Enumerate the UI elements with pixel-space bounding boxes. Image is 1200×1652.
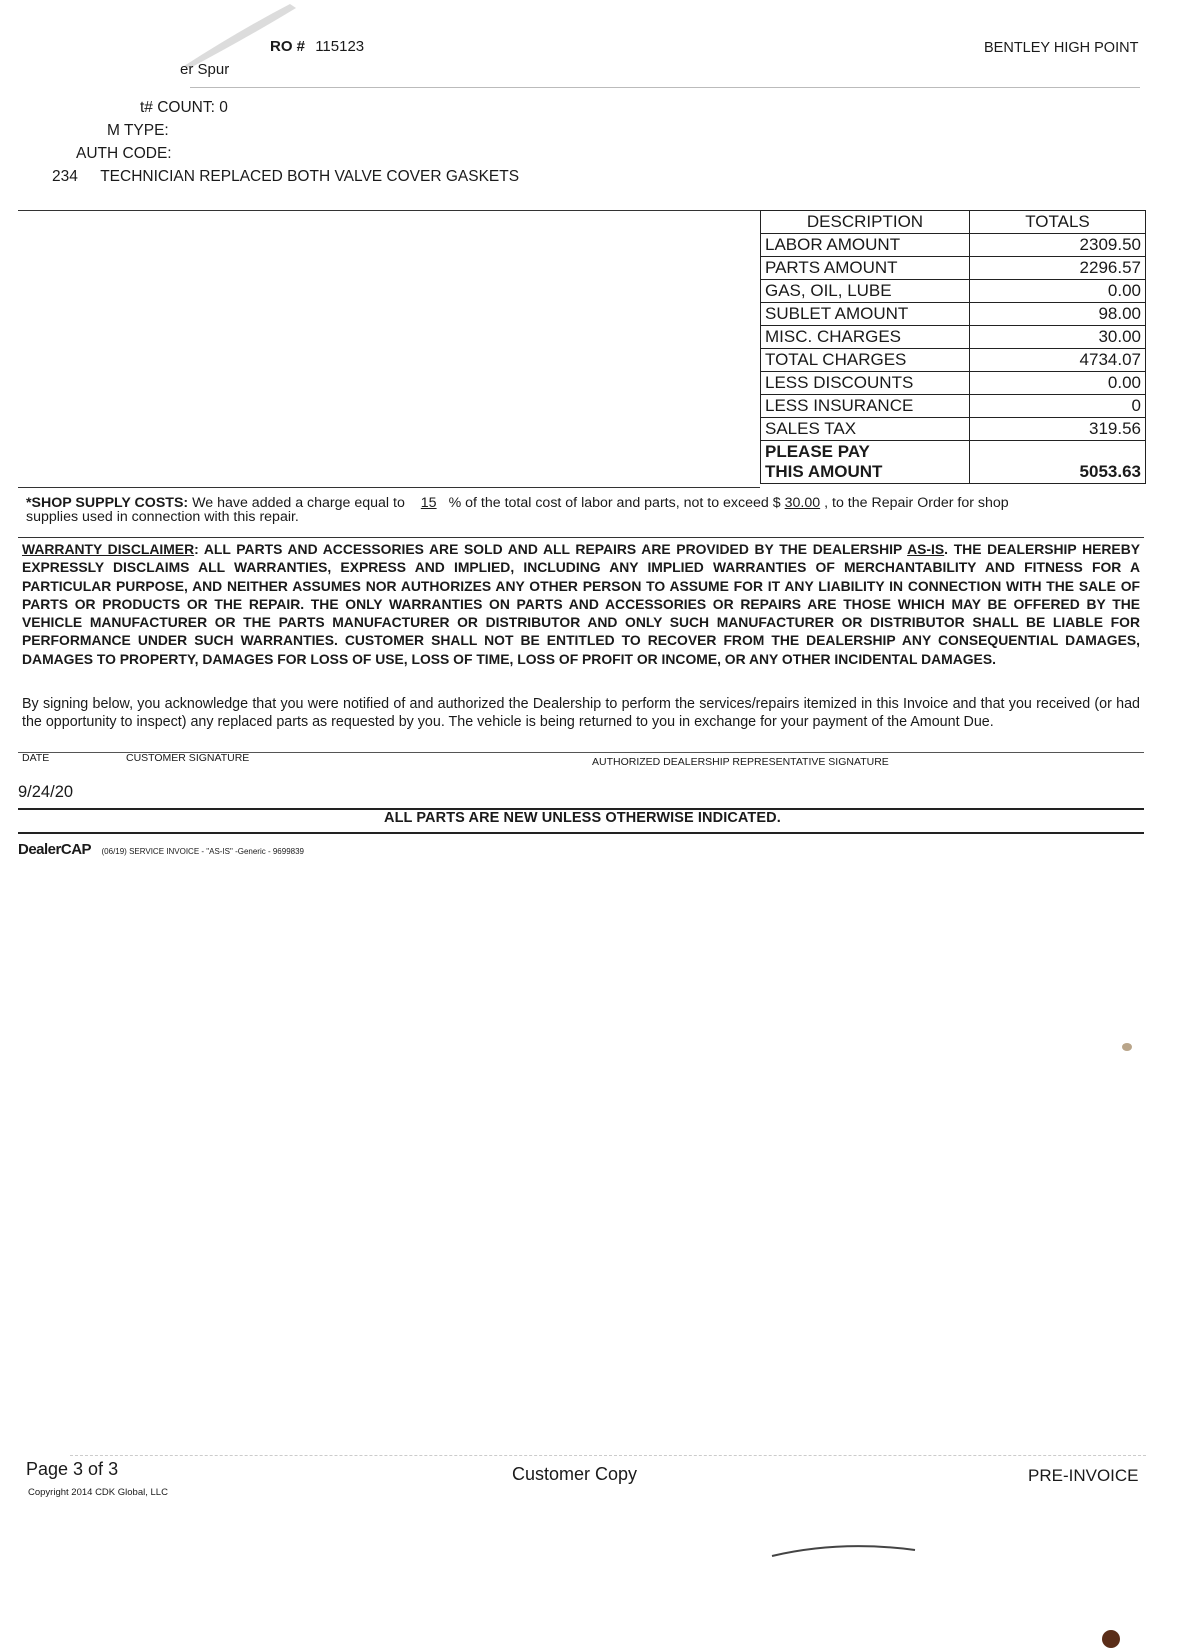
copy-type: Customer Copy (512, 1464, 638, 1484)
footer-divider (70, 1455, 1146, 1456)
ro-number-line (270, 38, 364, 55)
divider (190, 87, 1140, 88)
stain-mark (1122, 1043, 1132, 1051)
divider (18, 537, 1144, 538)
row-label: SALES TAX (761, 418, 970, 441)
vehicle-model: er Spur (180, 61, 230, 78)
shop-supply-text: supplies used in connection with this repair. (26, 509, 299, 525)
count-line: t# COUNT: 0 (140, 99, 228, 116)
row-value: 0 (970, 395, 1146, 418)
scan-streak-bottom (770, 1538, 920, 1558)
scan-streak-top (180, 0, 300, 70)
copyright: Copyright 2014 CDK Global, LLC (28, 1487, 168, 1498)
acknowledgement: By signing below, you acknowledge that you were notified of and authorized the Dealership to perform the services/repairs itemized in this Invoice and that you received (or had the opportunity to inspect) any replaced parts as requested by you. The vehicle is being returned to you in exchange for your payment of the Amount Due. (22, 696, 1140, 730)
auth-code-line: AUTH CODE: (76, 145, 172, 162)
shop-supply-text: We have added a charge equal to (192, 495, 405, 511)
dealercap-logo: DealerCAP (18, 841, 92, 858)
row-label: GAS, OIL, LUBE (761, 280, 970, 303)
shop-supply-text: , to the Repair Order for shop (824, 495, 1009, 511)
repair-line (52, 168, 519, 186)
warranty-text: : ALL PARTS AND ACCESSORIES ARE SOLD AND ALL REPAIRS ARE PROVIDED BY THE DEALERSHIP (194, 541, 908, 557)
row-value: 319.56 (970, 418, 1146, 441)
pay-line-2: THIS AMOUNT (765, 462, 883, 481)
totals-table (760, 210, 1146, 484)
amount-due-value: 5053.63 (970, 441, 1146, 484)
row-value: 4734.07 (970, 349, 1146, 372)
amount-due-label (761, 441, 970, 484)
row-label: LABOR AMOUNT (761, 234, 970, 257)
warranty-title: WARRANTY DISCLAIMER (22, 541, 195, 557)
divider (18, 487, 760, 488)
customer-signature-label: CUSTOMER SIGNATURE (126, 752, 250, 764)
table-row (761, 234, 1146, 257)
divider (18, 832, 1144, 834)
amount-due-row (761, 441, 1146, 484)
row-value: 0.00 (970, 280, 1146, 303)
table-row (761, 257, 1146, 280)
row-value: 30.00 (970, 326, 1146, 349)
divider (18, 210, 760, 211)
row-label: PARTS AMOUNT (761, 257, 970, 280)
line-code: 234 (52, 168, 78, 185)
signature-date: 9/24/20 (18, 783, 74, 801)
table-row (761, 349, 1146, 372)
table-row (761, 418, 1146, 441)
dealer-name: BENTLEY HIGH POINT (984, 40, 1139, 56)
line-description: TECHNICIAN REPLACED BOTH VALVE COVER GASKETS (100, 168, 520, 185)
page-number: Page 3 of 3 (26, 1459, 119, 1479)
table-row (761, 280, 1146, 303)
row-value: 98.00 (970, 303, 1146, 326)
row-label: MISC. CHARGES (761, 326, 970, 349)
shop-supply-notice (26, 496, 1140, 524)
as-is-text: AS-IS (907, 541, 945, 557)
table-row (761, 303, 1146, 326)
table-row (761, 326, 1146, 349)
rep-signature-label: AUTHORIZED DEALERSHIP REPRESENTATIVE SIGNATURE (592, 756, 889, 768)
col-totals: TOTALS (970, 211, 1146, 234)
shop-supply-max: 30.00 (784, 495, 821, 511)
row-label: LESS DISCOUNTS (761, 372, 970, 395)
form-id (18, 841, 304, 859)
row-label: SUBLET AMOUNT (761, 303, 970, 326)
invoice-status: PRE-INVOICE (1028, 1466, 1139, 1485)
shop-supply-text: % of the total cost of labor and parts, not to exceed $ (448, 495, 781, 511)
table-row (761, 395, 1146, 418)
col-description: DESCRIPTION (761, 211, 970, 234)
date-label: DATE (22, 752, 50, 764)
shop-supply-label: *SHOP SUPPLY COSTS: (26, 495, 189, 511)
warranty-disclaimer (22, 540, 1140, 668)
row-value: 0.00 (970, 372, 1146, 395)
ro-number: 115123 (315, 38, 365, 55)
pay-line-1: PLEASE PAY (765, 442, 870, 461)
type-line: M TYPE: (107, 122, 169, 139)
ro-label: RO # (270, 38, 306, 55)
row-label: TOTAL CHARGES (761, 349, 970, 372)
table-row (761, 372, 1146, 395)
warranty-text: . THE DEALERSHIP HEREBY EXPRESSLY DISCLAIMS ALL WARRANTIES, EXPRESS AND IMPLIED, INCLUDING ANY IMPLIED WARRANTIES OF MERCHANTABILITY AND FITNESS FOR A PARTICULAR PURPOSE, AND NEITHER ASSUMES NOR AUTHORIZES ANY OTHER PERSON TO ASSUME FOR IT ANY LIABILITY IN CONNECTION WITH THE SALE OF PARTS OR PRODUCTS OR THE REPAIR. THE ONLY WARRANTIES ON PARTS AND ACCESSORIES OR REPAIRS ARE THOSE WHICH MAY BE OFFERED BY THE VEHICLE MANUFACTURER OR THE PARTS MANUFACTURER OR DISTRIBUTOR AND ONLY SUCH MANUFACTURER OR DISTRIBUTOR SHALL BE LIABLE FOR PERFORMANCE UNDER SUCH WARRANTIES. CUSTOMER SHALL NOT BE ENTITLED TO RECOVER FROM THE DEALERSHIP ANY CONSEQUENTIAL DAMAGES, DAMAGES TO PROPERTY, DAMAGES FOR LOSS OF USE, LOSS OF TIME, LOSS OF PROFIT OR INCOME, OR ANY OTHER INCIDENTAL DAMAGES. (22, 541, 1140, 667)
form-code: (06/19) SERVICE INVOICE - "AS-IS" -Generic - 9699839 (101, 847, 304, 856)
table-header (761, 211, 1146, 234)
row-label: LESS INSURANCE (761, 395, 970, 418)
row-value: 2309.50 (970, 234, 1146, 257)
row-value: 2296.57 (970, 257, 1146, 280)
parts-note: ALL PARTS ARE NEW UNLESS OTHERWISE INDICATED. (384, 810, 781, 826)
shop-supply-percent: 15 (420, 495, 437, 511)
stain-mark (1102, 1630, 1120, 1648)
